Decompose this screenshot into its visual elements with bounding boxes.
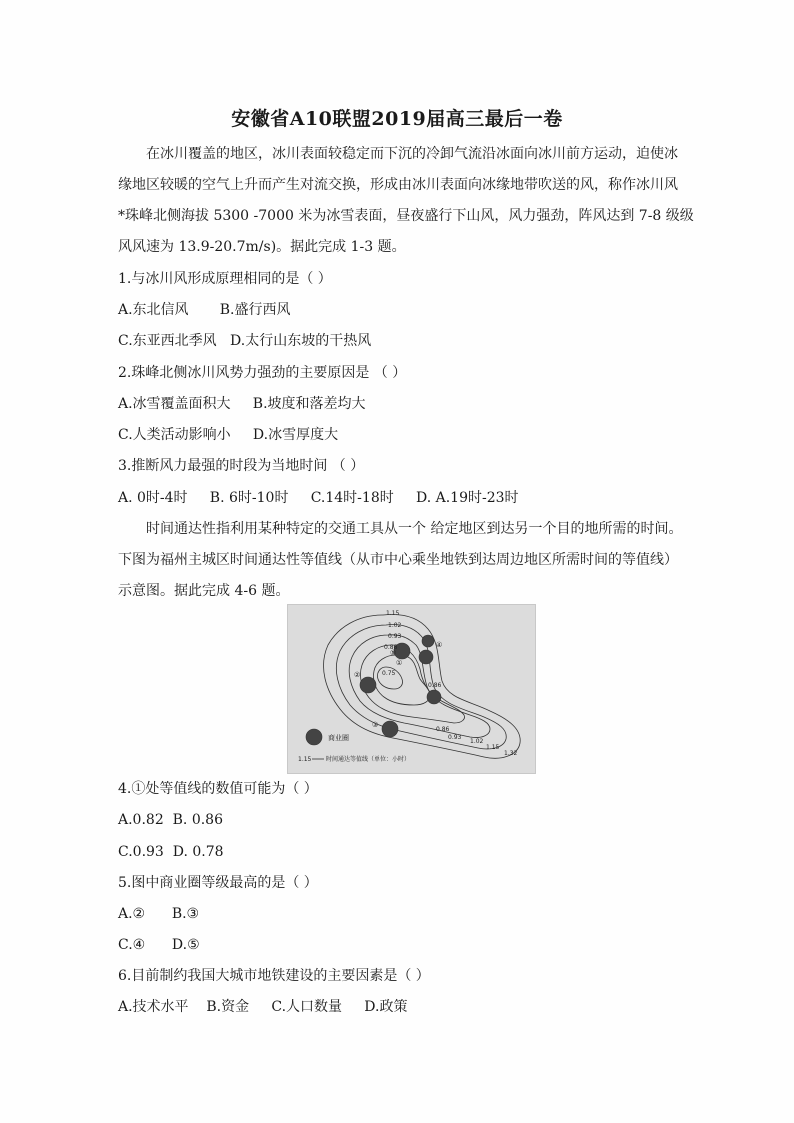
marker-5: ⑤: [390, 649, 397, 657]
marker-3: ③: [372, 721, 379, 729]
commercial-zone-dot: [422, 635, 434, 647]
contour-label: 1.02: [470, 738, 484, 745]
contour-label: 0.86: [428, 682, 442, 689]
legend-commercial-dot: [306, 729, 322, 745]
q3-stem: 3.推断风力最强的时段为当地时间 （ ）: [118, 458, 365, 474]
exam-title: 安徽省A10联盟2019届高三最后一卷: [231, 108, 563, 130]
isochrone-map-figure: [287, 604, 536, 774]
q2-options-ab: A.冰雪覆盖面积大 B.坡度和落差均大: [118, 396, 366, 412]
contour-label: 1.15: [486, 744, 500, 751]
intro-line-4: 风风速为 13.9-20.7m/s)。据此完成 1-3 题。: [118, 239, 406, 255]
passage2-line-2: 下图为福州主城区时间通达性等值线（从市中心乘坐地铁到达周边地区所需时间的等值线）: [118, 552, 678, 568]
q5-options-ab: A.② B.③: [118, 906, 200, 922]
commercial-zone-dot: [419, 650, 433, 664]
q4-options-cd: C.0.93 D. 0.78: [118, 844, 224, 860]
contour-label: 0.86: [384, 644, 398, 651]
q2-options-cd: C.人类活动影响小 D.冰雪厚度大: [118, 427, 339, 443]
passage2-line-3: 示意图。据此完成 4-6 题。: [118, 583, 290, 599]
contour-label: 0.86: [436, 726, 450, 733]
contour-label: 0.75: [382, 670, 396, 677]
isochrone-map: [288, 605, 535, 773]
commercial-zone-dot: [382, 721, 398, 737]
contour-label: 0.93: [388, 633, 402, 640]
marker-1: ①: [396, 659, 403, 667]
marker-2: ②: [354, 671, 361, 679]
q1-options-cd: C.东亚西北季风 D.太行山东坡的干热风: [118, 333, 372, 349]
q4-options-ab: A.0.82 B. 0.86: [118, 812, 223, 828]
q2-stem: 2.珠峰北侧冰川风势力强劲的主要原因是 （ ）: [118, 365, 407, 381]
intro-line-1: 在冰川覆盖的地区，冰川表面较稳定而下沉的冷卸气流沿冰面向冰川前方运动，迫使冰: [146, 146, 678, 162]
passage2-line-1: 时间通达性指利用某种特定的交通工具从一个 给定地区到达另一个目的地所需的时间。: [146, 521, 683, 537]
q5-options-cd: C.④ D.⑤: [118, 937, 200, 953]
intro-line-2: 缘地区较暖的空气上升而产生对流交换，形成由冰川表面向冰缘地带吹送的风，称作冰川风: [118, 177, 678, 193]
contour-label: 1.02: [388, 622, 402, 629]
q6-options: A.技术水平 B.资金 C.人口数量 D.政策: [118, 999, 408, 1015]
legend-line-label: 时间通达等值线（单位：小时）: [326, 756, 411, 763]
intro-line-3: *珠峰北侧海拔 5300 -7000 米为冰雪表面，昼夜盛行下山风，风力强劲，阵风达到 7-8 级级: [118, 208, 694, 224]
contour-label: 1.32: [504, 750, 518, 757]
contour-line: [324, 615, 521, 759]
q6-stem: 6.目前制约我国大城市地铁建设的主要因素是（ ）: [118, 968, 430, 984]
q4-stem: 4.①处等值线的数值可能为（ ）: [118, 781, 318, 797]
q1-stem: 1.与冰川风形成原理相同的是（ ）: [118, 271, 332, 287]
q1-options-ab: A.东北信风 B.盛行西风: [118, 302, 291, 318]
q3-options: A. 0时-4时 B. 6时-10时 C.14时-18时 D. A.19时-23时: [118, 490, 519, 506]
marker-4: ④: [436, 641, 443, 649]
legend-line-value: 1.15: [298, 756, 312, 763]
legend-commercial-label: 商业圈: [328, 734, 349, 742]
contour-label: 0.93: [448, 734, 462, 741]
contour-label: 1.15: [386, 610, 400, 617]
commercial-zone-dot: [360, 677, 376, 693]
commercial-zone-dot: [427, 690, 441, 704]
q5-stem: 5.图中商业圈等级最高的是（ ）: [118, 875, 318, 891]
